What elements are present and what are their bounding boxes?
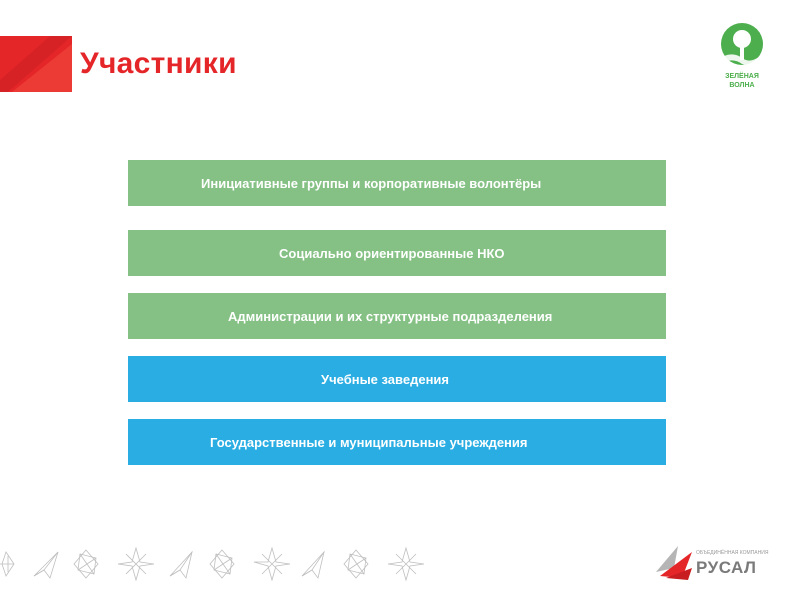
- paper-plane-icon: [34, 552, 58, 578]
- compass-star-icon: [388, 548, 424, 580]
- participant-nko: [128, 230, 666, 276]
- tree-icon: [720, 22, 764, 68]
- participant-state-institutions: [128, 419, 666, 465]
- logo-line-1: ЗЕЛЁНАЯ: [725, 73, 759, 80]
- logo-line-2: ВОЛНА: [729, 82, 755, 89]
- participant-label: Администрации и их структурные подразделения: [228, 308, 553, 324]
- pinwheel-icon: [210, 550, 234, 578]
- participant-label: Инициативные группы и корпоративные волонтёры: [201, 175, 542, 191]
- participant-initiative-groups: [128, 160, 666, 206]
- origami-star-icon: [0, 552, 14, 576]
- participant-administrations: [128, 293, 666, 339]
- participant-label: Государственные и муниципальные учреждения: [210, 434, 528, 450]
- rusal-bird-icon: [652, 538, 696, 582]
- participant-label: Учебные заведения: [321, 371, 450, 387]
- rusal-wordmark: РУСАЛ: [696, 558, 757, 577]
- footer-decoration: [0, 540, 440, 590]
- zelenaya-volna-wordmark: [714, 72, 770, 90]
- rusal-logo: [652, 538, 772, 582]
- paper-plane-icon: [302, 552, 324, 578]
- red-accent-block: [0, 36, 72, 92]
- compass-star-icon: [254, 548, 290, 580]
- participants-list: [128, 160, 666, 466]
- page-title: Участники: [80, 47, 237, 80]
- pinwheel-icon: [344, 550, 368, 578]
- rusal-tagline: ОБЪЕДИНЁННАЯ КОМПАНИЯ: [696, 550, 769, 556]
- pinwheel-icon: [74, 550, 98, 578]
- paper-plane-icon: [170, 552, 192, 578]
- participant-educational-institutions: [128, 356, 666, 402]
- participant-label: Социально ориентированные НКО: [279, 245, 505, 261]
- compass-star-icon: [118, 548, 154, 580]
- zelenaya-volna-logo: [714, 22, 770, 100]
